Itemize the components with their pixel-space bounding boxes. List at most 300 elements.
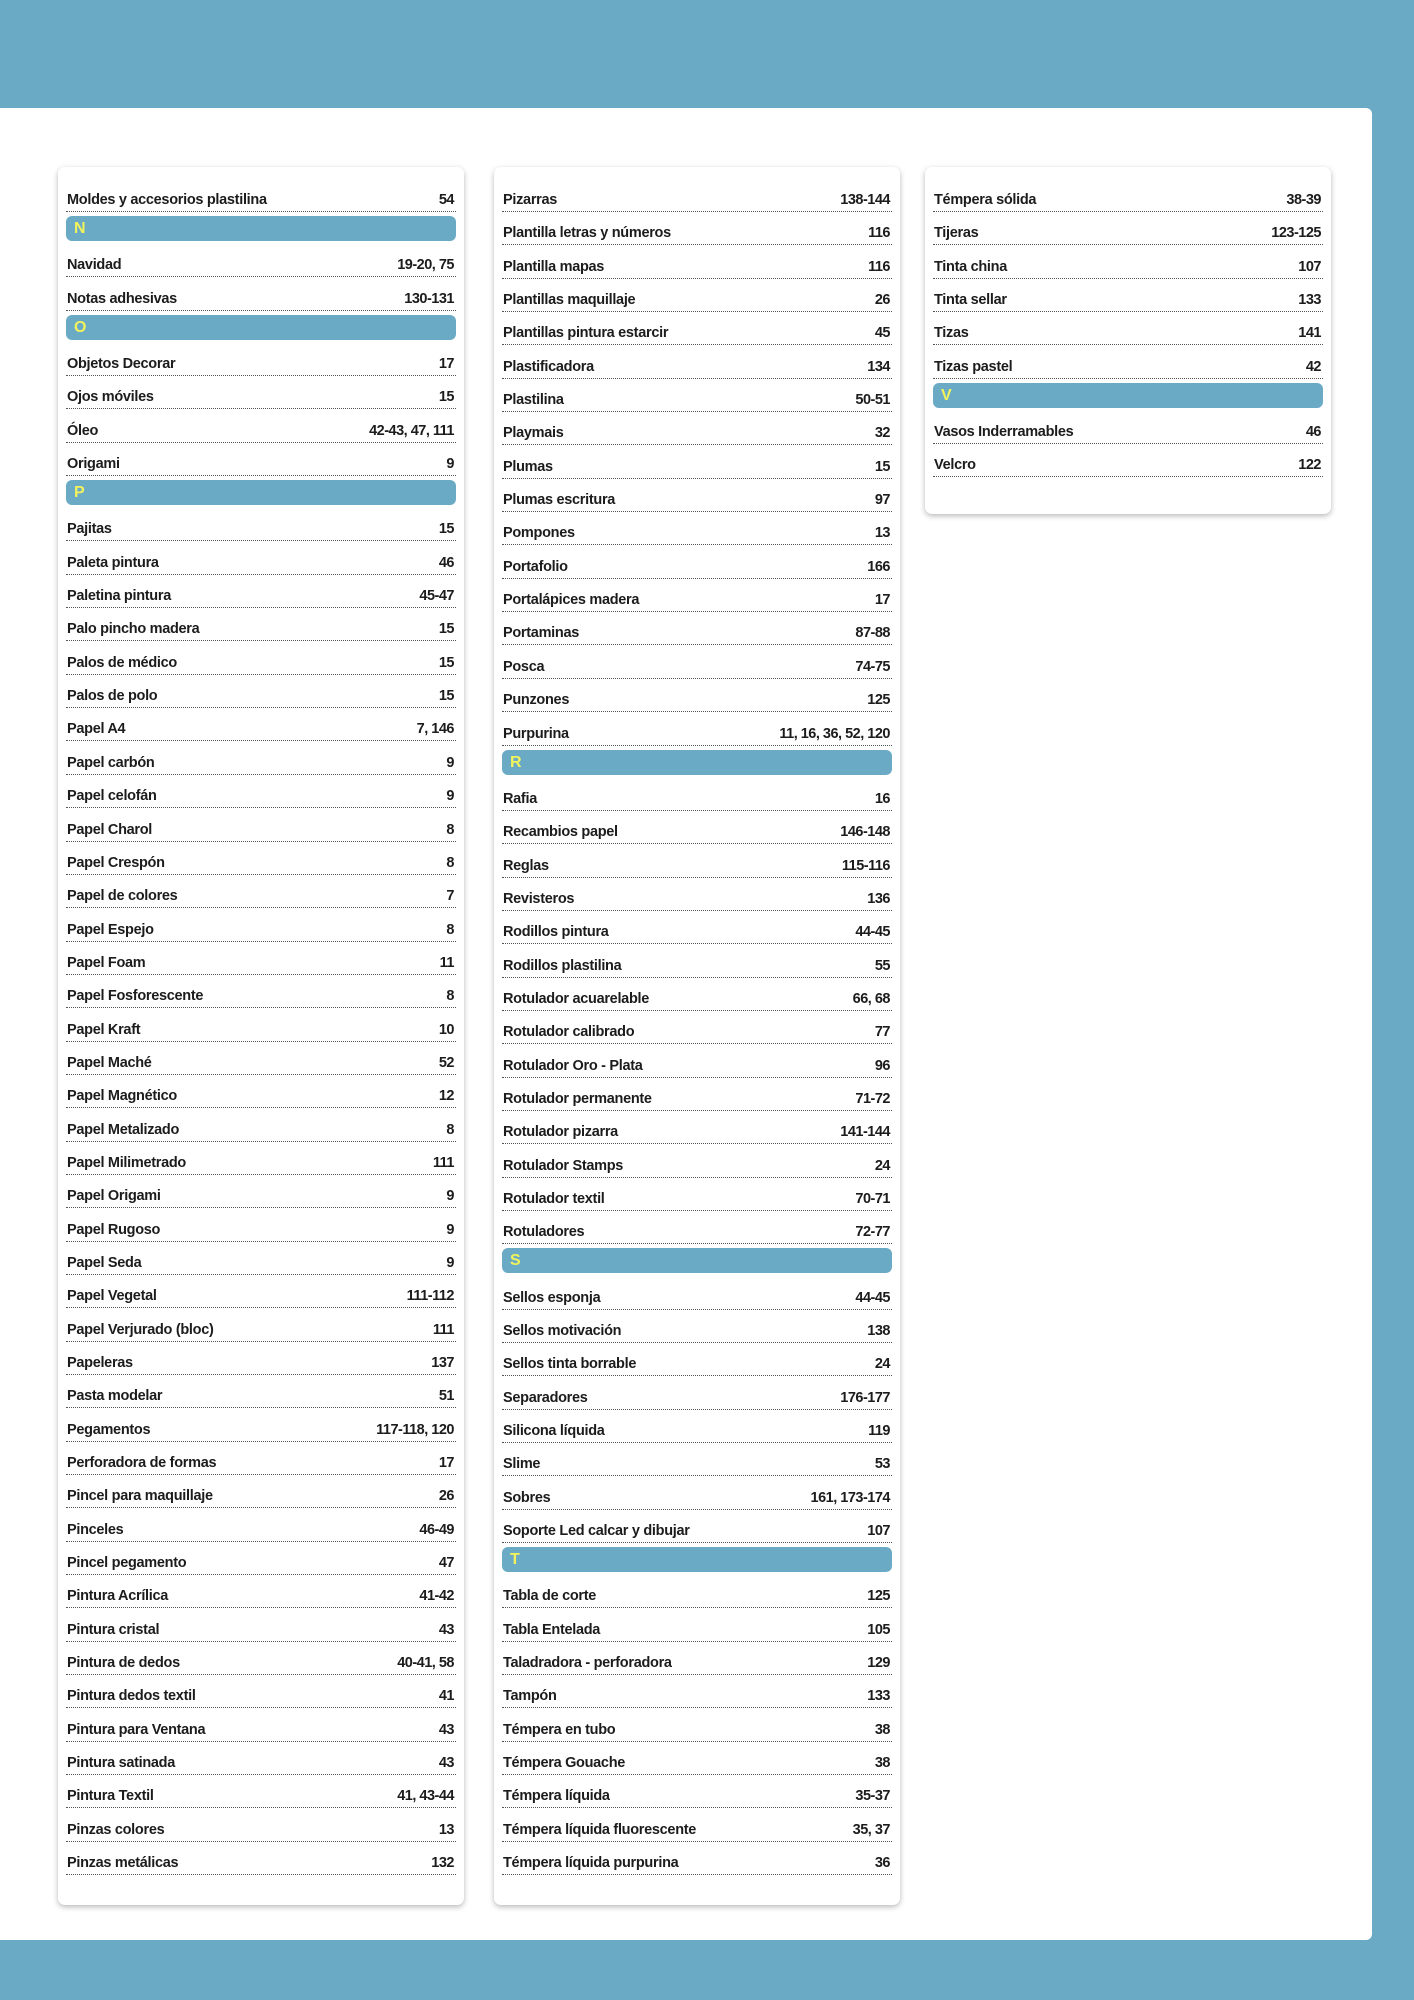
entry-name: Rotulador Stamps <box>503 1157 624 1174</box>
index-entry-papel-metalizado <box>66 1110 456 1142</box>
entry-pages: 125 <box>867 1588 890 1605</box>
entry-name: Rotulador textil <box>503 1190 605 1207</box>
entry-name: Ojos móviles <box>67 389 154 406</box>
entry-name: Pintura cristal <box>67 1621 160 1638</box>
entry-pages: 9 <box>446 1254 454 1271</box>
index-entry-papel-vegetal <box>66 1276 456 1308</box>
entry-name: Reglas <box>503 857 549 874</box>
entry-pages: 46 <box>438 554 454 571</box>
entry-name: Notas adhesivas <box>67 290 177 307</box>
entry-name: Navidad <box>67 257 122 274</box>
entry-name: Taladradora - perforadora <box>503 1655 672 1672</box>
entry-pages: 105 <box>867 1621 890 1638</box>
entry-name: Rafia <box>503 790 537 807</box>
entry-pages: 43 <box>438 1755 454 1772</box>
entry-name: Sellos esponja <box>503 1289 601 1306</box>
entry-pages: 13 <box>438 1821 454 1838</box>
entry-pages: 7 <box>446 888 454 905</box>
entry-pages: 40-41, 58 <box>397 1655 454 1672</box>
entry-name: Papel celofán <box>67 788 157 805</box>
index-entry-palos-de-medico <box>66 643 456 675</box>
entry-pages: 12 <box>438 1088 454 1105</box>
entry-name: Vasos Inderramables <box>934 424 1074 441</box>
entry-pages: 41-42 <box>419 1588 454 1605</box>
entry-pages: 176-177 <box>840 1389 890 1406</box>
index-entry-rotulador-calibrado <box>502 1012 892 1044</box>
entry-pages: 111 <box>432 1154 454 1171</box>
index-entry-plumas <box>502 447 892 479</box>
entry-pages: 72-77 <box>855 1224 890 1241</box>
entry-name: Papel Seda <box>67 1254 142 1271</box>
entry-name: Témpera en tubo <box>503 1721 616 1738</box>
entry-pages: 38 <box>874 1755 890 1772</box>
entry-pages: 8 <box>446 854 454 871</box>
entry-pages: 70-71 <box>855 1190 890 1207</box>
entry-name: Palos de polo <box>67 688 158 705</box>
entry-pages: 10 <box>438 1021 454 1038</box>
entry-name: Tizas <box>934 325 969 342</box>
entry-name: Portafolio <box>503 558 568 575</box>
entry-pages: 111 <box>432 1321 454 1338</box>
letter-header-t: T <box>502 1547 892 1572</box>
entry-pages: 8 <box>446 1121 454 1138</box>
entry-pages: 16 <box>874 790 890 807</box>
entry-name: Revisteros <box>503 890 575 907</box>
index-entry-portalapices-madera <box>502 580 892 612</box>
entry-pages: 138 <box>867 1323 890 1339</box>
index-entry-rafia <box>502 779 892 811</box>
entry-name: Rotuladores <box>503 1224 585 1241</box>
index-entry-pintura-de-dedos <box>66 1643 456 1675</box>
entry-pages: 17 <box>874 592 890 609</box>
index-entry-papel-milimetrado <box>66 1143 456 1175</box>
entry-name: Paleta pintura <box>67 554 159 571</box>
index-entry-papel-verjurado-bloc <box>66 1310 456 1342</box>
entry-name: Plantillas pintura estarcir <box>503 325 669 342</box>
index-entry-sellos-tinta-borrable <box>502 1344 892 1376</box>
index-entry-posca <box>502 647 892 679</box>
entry-name: Rotulador Oro - Plata <box>503 1057 643 1074</box>
entry-name: Papel Charol <box>67 821 153 838</box>
entry-pages: 35, 37 <box>852 1821 890 1838</box>
index-entry-rotuladores <box>502 1212 892 1244</box>
entry-name: Pincel pegamento <box>67 1555 187 1572</box>
entry-name: Rodillos plastilina <box>503 957 622 974</box>
entry-pages: 46 <box>1305 424 1321 441</box>
index-entry-revisteros <box>502 879 892 911</box>
index-entry-tinta-china <box>933 247 1323 279</box>
entry-name: Papel Verjurado (bloc) <box>67 1321 214 1338</box>
letter-header-p: P <box>66 480 456 505</box>
index-entry-pinzas-metalicas <box>66 1843 456 1875</box>
entry-name: Rotulador permanente <box>503 1090 652 1107</box>
entry-name: Pegamentos <box>67 1421 151 1438</box>
index-entry-papel-celofan <box>66 776 456 808</box>
index-entry-tijeras <box>933 213 1323 245</box>
entry-pages: 47 <box>438 1555 454 1572</box>
index-entry-tinta-sellar <box>933 280 1323 312</box>
index-entry-tempera-en-tubo <box>502 1710 892 1742</box>
index-entry-objetos-decorar <box>66 344 456 376</box>
entry-name: Posca <box>503 658 545 675</box>
entry-name: Silicona líquida <box>503 1423 605 1440</box>
entry-pages: 8 <box>446 921 454 938</box>
index-entry-sellos-motivacion <box>502 1311 892 1343</box>
entry-pages: 166 <box>867 558 890 575</box>
entry-pages: 9 <box>446 1221 454 1238</box>
entry-pages: 38-39 <box>1286 192 1321 208</box>
entry-pages: 141-144 <box>840 1124 890 1141</box>
entry-pages: 55 <box>874 957 890 974</box>
index-entry-pompones <box>502 513 892 545</box>
entry-name: Papel A4 <box>67 721 126 738</box>
entry-name: Moldes y accesorios plastilina <box>67 192 267 208</box>
index-entry-pintura-satinada <box>66 1743 456 1775</box>
entry-pages: 87-88 <box>855 625 890 642</box>
entry-pages: 7, 146 <box>416 721 454 738</box>
entry-pages: 24 <box>874 1157 890 1174</box>
entry-pages: 9 <box>446 788 454 805</box>
entry-pages: 116 <box>868 258 890 275</box>
entry-name: Plantillas maquillaje <box>503 292 636 309</box>
index-entry-rotulador-pizarra <box>502 1112 892 1144</box>
entry-pages: 15 <box>874 458 890 475</box>
index-entry-tempera-gouache <box>502 1743 892 1775</box>
index-entry-papel-magnetico <box>66 1076 456 1108</box>
entry-name: Pintura Acrílica <box>67 1588 169 1605</box>
entry-name: Pinceles <box>67 1521 124 1538</box>
entry-name: Témpera líquida <box>503 1788 610 1805</box>
index-entry-papel-kraft <box>66 1010 456 1042</box>
entry-name: Tinta sellar <box>934 292 1007 309</box>
index-entry-punzones <box>502 680 892 712</box>
entry-pages: 8 <box>446 988 454 1005</box>
entry-name: Plantilla mapas <box>503 258 605 275</box>
index-entry-papel-fosforescente <box>66 976 456 1008</box>
entry-name: Pintura Textil <box>67 1788 154 1805</box>
entry-pages: 44-45 <box>855 1289 890 1306</box>
entry-name: Origami <box>67 456 120 473</box>
entry-name: Pintura satinada <box>67 1755 176 1772</box>
index-entry-separadores <box>502 1378 892 1410</box>
index-entry-rodillos-plastilina <box>502 946 892 978</box>
index-entry-papel-crespon <box>66 843 456 875</box>
index-entry-palos-de-polo <box>66 676 456 708</box>
index-entry-pasta-modelar <box>66 1376 456 1408</box>
entry-pages: 52 <box>438 1054 454 1071</box>
index-entry-portafolio <box>502 547 892 579</box>
index-entry-rotulador-acuarelable <box>502 979 892 1011</box>
entry-pages: 9 <box>446 456 454 473</box>
entry-name: Rotulador calibrado <box>503 1024 635 1041</box>
entry-pages: 74-75 <box>855 658 890 675</box>
entry-pages: 133 <box>867 1688 890 1705</box>
entry-name: Playmais <box>503 425 564 442</box>
index-entry-plumas-escritura <box>502 480 892 512</box>
entry-name: Plastilina <box>503 392 564 409</box>
index-column-2 <box>494 167 900 1905</box>
entry-name: Papel Crespón <box>67 854 165 871</box>
letter-header-s: S <box>502 1248 892 1273</box>
index-entry-purpurina <box>502 714 892 746</box>
entry-pages: 13 <box>874 525 890 542</box>
entry-name: Tizas pastel <box>934 358 1013 375</box>
entry-name: Portaminas <box>503 625 579 642</box>
entry-pages: 54 <box>438 192 454 208</box>
index-entry-notas-adhesivas <box>66 279 456 311</box>
entry-name: Pizarras <box>503 192 558 208</box>
index-entry-taladradora-perforadora <box>502 1643 892 1675</box>
entry-name: Pompones <box>503 525 575 542</box>
entry-name: Perforadora de formas <box>67 1455 217 1472</box>
index-entry-tempera-solida <box>933 180 1323 212</box>
entry-pages: 45-47 <box>419 588 454 605</box>
entry-name: Pinzas metálicas <box>67 1855 179 1872</box>
index-entry-tabla-entelada <box>502 1610 892 1642</box>
entry-name: Tampón <box>503 1688 557 1705</box>
index-entry-sobres <box>502 1478 892 1510</box>
entry-name: Papel Origami <box>67 1188 161 1205</box>
entry-name: Papeleras <box>67 1355 133 1371</box>
index-entry-oleo <box>66 411 456 443</box>
entry-name: Tijeras <box>934 225 979 242</box>
index-entry-pajitas <box>66 509 456 541</box>
entry-name: Tinta china <box>934 258 1007 275</box>
entry-pages: 141 <box>1298 325 1321 342</box>
index-entry-vasos-inderramables <box>933 412 1323 444</box>
entry-pages: 117-118, 120 <box>376 1421 454 1438</box>
entry-name: Rotulador pizarra <box>503 1124 618 1141</box>
entry-name: Papel Magnético <box>67 1088 177 1105</box>
entry-pages: 17 <box>438 356 454 373</box>
entry-pages: 53 <box>874 1456 890 1473</box>
entry-name: Plastificadora <box>503 358 594 375</box>
entry-pages: 17 <box>438 1455 454 1472</box>
entry-name: Rotulador acuarelable <box>503 990 649 1007</box>
entry-pages: 15 <box>438 688 454 705</box>
entry-pages: 71-72 <box>855 1090 890 1107</box>
entry-pages: 161, 173-174 <box>810 1489 890 1506</box>
entry-pages: 123-125 <box>1271 225 1321 242</box>
index-entry-papel-de-colores <box>66 876 456 908</box>
entry-pages: 132 <box>431 1855 454 1872</box>
index-entry-plantillas-pintura-estarcir <box>502 313 892 345</box>
entry-name: Papel Metalizado <box>67 1121 180 1138</box>
index-entry-soporte-led-calcar-y-dibujar <box>502 1511 892 1543</box>
index-entry-pegamentos <box>66 1410 456 1442</box>
entry-pages: 32 <box>874 425 890 442</box>
entry-name: Papel de colores <box>67 888 178 905</box>
entry-name: Tabla de corte <box>503 1588 597 1605</box>
index-entry-papel-foam <box>66 943 456 975</box>
entry-pages: 41, 43-44 <box>397 1788 454 1805</box>
entry-pages: 111-112 <box>406 1288 454 1305</box>
letter-header-o: O <box>66 315 456 340</box>
entry-pages: 44-45 <box>855 924 890 941</box>
index-entry-pintura-dedos-textil <box>66 1676 456 1708</box>
letter-header-r: R <box>502 750 892 775</box>
index-entry-slime <box>502 1444 892 1476</box>
index-entry-pintura-acrilica <box>66 1576 456 1608</box>
index-entry-tabla-de-corte <box>502 1576 892 1608</box>
index-entry-ojos-moviles <box>66 377 456 409</box>
entry-name: Sobres <box>503 1489 551 1506</box>
entry-pages: 24 <box>874 1356 890 1373</box>
entry-pages: 9 <box>446 754 454 771</box>
entry-name: Purpurina <box>503 725 569 742</box>
entry-pages: 134 <box>867 358 890 375</box>
index-entry-rotulador-oro-plata <box>502 1046 892 1078</box>
entry-pages: 38 <box>874 1721 890 1738</box>
index-entry-pizarras <box>502 180 892 212</box>
entry-pages: 43 <box>438 1621 454 1638</box>
index-entry-rotulador-textil <box>502 1179 892 1211</box>
index-entry-navidad <box>66 245 456 277</box>
index-column-3 <box>925 167 1331 514</box>
entry-name: Slime <box>503 1456 541 1473</box>
entry-pages: 43 <box>438 1721 454 1738</box>
entry-name: Plumas <box>503 458 553 475</box>
letter-header-v: V <box>933 383 1323 408</box>
entry-name: Pincel para maquillaje <box>67 1488 213 1505</box>
index-entry-pinzas-colores <box>66 1810 456 1842</box>
entry-pages: 129 <box>867 1655 890 1672</box>
entry-name: Papel Foam <box>67 954 146 971</box>
index-entry-tizas-pastel <box>933 347 1323 379</box>
entry-name: Pintura para Ventana <box>67 1721 206 1738</box>
index-entry-tizas <box>933 313 1323 345</box>
entry-pages: 107 <box>1298 258 1321 275</box>
entry-pages: 11, 16, 36, 52, 120 <box>779 725 890 742</box>
entry-name: Rodillos pintura <box>503 924 609 941</box>
entry-pages: 138-144 <box>840 192 890 208</box>
entry-name: Palos de médico <box>67 654 177 671</box>
index-entry-pinceles <box>66 1510 456 1542</box>
index-entry-silicona-liquida <box>502 1411 892 1443</box>
index-column-1 <box>58 167 464 1905</box>
entry-name: Témpera líquida fluorescente <box>503 1821 697 1838</box>
index-entry-velcro <box>933 445 1323 477</box>
entry-name: Témpera Gouache <box>503 1755 626 1772</box>
entry-name: Punzones <box>503 692 570 709</box>
entry-name: Objetos Decorar <box>67 356 176 373</box>
index-entry-tampon <box>502 1676 892 1708</box>
entry-pages: 15 <box>438 521 454 538</box>
entry-pages: 125 <box>867 692 890 709</box>
entry-pages: 146-148 <box>840 824 890 841</box>
entry-pages: 119 <box>868 1423 890 1440</box>
entry-name: Papel Espejo <box>67 921 154 938</box>
index-entry-pintura-cristal <box>66 1610 456 1642</box>
entry-name: Papel Kraft <box>67 1021 141 1038</box>
entry-name: Sellos motivación <box>503 1323 622 1339</box>
entry-pages: 11 <box>439 954 454 971</box>
entry-name: Plumas escritura <box>503 492 616 509</box>
entry-pages: 51 <box>438 1388 454 1405</box>
index-entry-reglas <box>502 846 892 878</box>
index-entry-papel-mache <box>66 1043 456 1075</box>
entry-pages: 130-131 <box>404 290 454 307</box>
entry-pages: 46-49 <box>419 1521 454 1538</box>
entry-name: Paletina pintura <box>67 588 171 605</box>
entry-name: Óleo <box>67 422 99 439</box>
index-entry-papel-espejo <box>66 910 456 942</box>
index-entry-plantilla-mapas <box>502 247 892 279</box>
entry-pages: 15 <box>438 621 454 638</box>
index-entry-pincel-pegamento <box>66 1543 456 1575</box>
entry-pages: 41 <box>438 1688 454 1705</box>
index-entry-papel-origami <box>66 1176 456 1208</box>
entry-pages: 115-116 <box>841 857 890 874</box>
index-entry-plantillas-maquillaje <box>502 280 892 312</box>
entry-name: Témpera sólida <box>934 192 1037 208</box>
entry-pages: 50-51 <box>855 392 890 409</box>
index-entry-plastificadora <box>502 347 892 379</box>
index-entry-papel-charol <box>66 810 456 842</box>
entry-pages: 77 <box>874 1024 890 1041</box>
index-entry-papel-rugoso <box>66 1210 456 1242</box>
index-entry-papel-carbon <box>66 743 456 775</box>
entry-pages: 8 <box>446 821 454 838</box>
entry-pages: 136 <box>867 890 890 907</box>
index-entry-paletina-pintura <box>66 576 456 608</box>
entry-name: Tabla Entelada <box>503 1621 601 1638</box>
index-entry-perforadora-de-formas <box>66 1443 456 1475</box>
entry-pages: 133 <box>1298 292 1321 309</box>
index-entry-portaminas <box>502 613 892 645</box>
index-entry-palo-pincho-madera <box>66 609 456 641</box>
entry-name: Pasta modelar <box>67 1388 163 1405</box>
entry-pages: 15 <box>438 654 454 671</box>
entry-pages: 96 <box>874 1057 890 1074</box>
entry-name: Plantilla letras y números <box>503 225 671 242</box>
entry-name: Pintura dedos textil <box>67 1688 196 1705</box>
entry-name: Témpera líquida purpurina <box>503 1855 679 1872</box>
entry-pages: 107 <box>867 1523 890 1540</box>
index-entry-tempera-liquida-purpurina <box>502 1843 892 1875</box>
entry-pages: 42-43, 47, 111 <box>369 422 454 439</box>
index-entry-rodillos-pintura <box>502 912 892 944</box>
index-entry-rotulador-permanente <box>502 1079 892 1111</box>
index-entry-paleta-pintura <box>66 543 456 575</box>
index-entry-plantilla-letras-y-numeros <box>502 213 892 245</box>
entry-name: Sellos tinta borrable <box>503 1356 637 1373</box>
entry-name: Separadores <box>503 1389 588 1406</box>
entry-pages: 19-20, 75 <box>397 257 454 274</box>
letter-header-n: N <box>66 216 456 241</box>
index-entry-origami <box>66 444 456 476</box>
entry-pages: 66, 68 <box>852 990 890 1007</box>
entry-pages: 122 <box>1298 457 1321 474</box>
entry-pages: 116 <box>868 225 890 242</box>
entry-name: Papel Fosforescente <box>67 988 204 1005</box>
index-entry-recambios-papel <box>502 812 892 844</box>
index-entry-moldes-y-accesorios-plastilina <box>66 180 456 212</box>
entry-name: Palo pincho madera <box>67 621 200 638</box>
index-entry-papeleras <box>66 1343 456 1375</box>
index-entry-rotulador-stamps <box>502 1146 892 1178</box>
entry-name: Pajitas <box>67 521 112 538</box>
entry-pages: 137 <box>431 1355 454 1371</box>
entry-pages: 35-37 <box>855 1788 890 1805</box>
entry-pages: 45 <box>874 325 890 342</box>
index-entry-tempera-liquida <box>502 1776 892 1808</box>
entry-pages: 9 <box>446 1188 454 1205</box>
entry-name: Recambios papel <box>503 824 618 841</box>
index-entry-playmais <box>502 413 892 445</box>
entry-name: Papel carbón <box>67 754 155 771</box>
entry-name: Papel Rugoso <box>67 1221 161 1238</box>
